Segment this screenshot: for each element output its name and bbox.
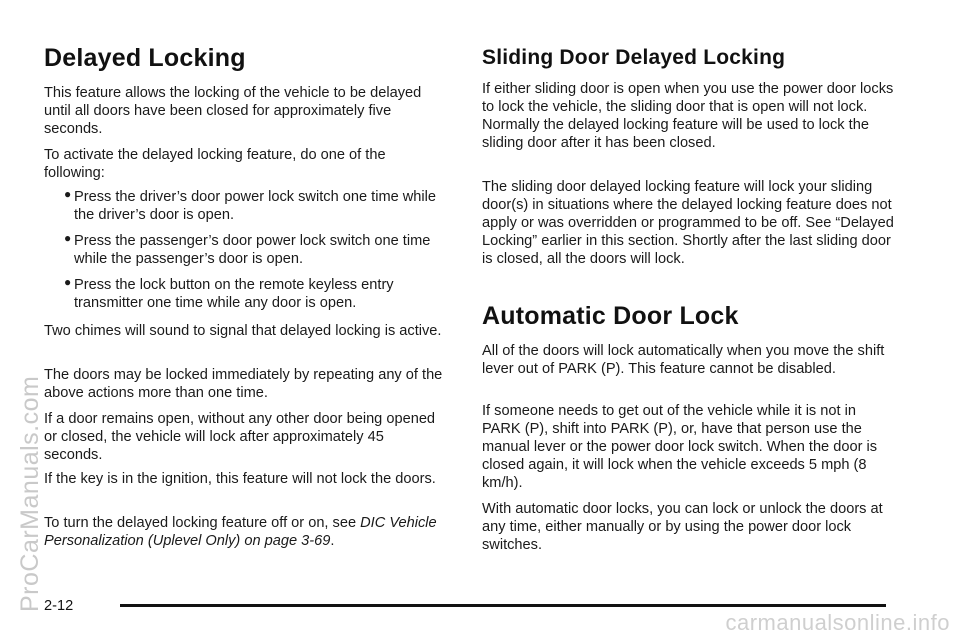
paragraph-intro: This feature allows the locking of the vehicle to be delayed until all doors have been closed for approximately five seconds. — [44, 85, 422, 137]
bullet-icon: ● — [64, 187, 72, 201]
paragraph-sliding-1: If either sliding door is open when you use the power door locks to lock the vehicle, the sliding door that is open will not lock. Normally the delayed locking feature will be used to lock the sliding door after it has been closed. — [482, 81, 894, 151]
paragraph-auto-2: If someone needs to get out of the vehicle while it is not in PARK (P), shift into PARK (P), or, have that person use the manual lever or the power door lock switch. When the door is closed again, it will lock when the vehicle exceeds 5 mph (8 km/h). — [482, 403, 878, 491]
paragraph-chimes: Two chimes will sound to signal that delayed locking is active. — [44, 323, 442, 339]
watermark-text: ProCarManuals.com — [16, 375, 44, 612]
footer-rule — [120, 604, 886, 607]
footer-site-watermark: carmanualsonline.info — [725, 610, 950, 635]
section-title-delayed-locking: Delayed Locking — [44, 44, 246, 72]
reference-suffix: . — [330, 533, 335, 549]
paragraph-auto-1: All of the doors will lock automatically when you move the shift lever out of PARK (P). This feature cannot be disabled. — [482, 343, 885, 377]
list-item-driver-switch — [64, 187, 444, 224]
bullet-icon: ● — [64, 275, 72, 289]
paragraph-activate: To activate the delayed locking feature, do one of the following: — [44, 147, 386, 181]
cross-reference-link[interactable]: DIC Vehicle Personalization (Uplevel Only) on page 3-69 — [44, 515, 437, 549]
bullet-icon: ● — [64, 231, 72, 245]
paragraph-turn-off-on — [44, 514, 444, 550]
paragraph-key-ignition: If the key is in the ignition, this feature will not lock the doors. — [44, 471, 436, 487]
section-title-automatic-lock: Automatic Door Lock — [482, 302, 739, 330]
section-title-sliding-door: Sliding Door Delayed Locking — [482, 46, 786, 69]
paragraph-lock-immediately: The doors may be locked immediately by repeating any of the above actions more than one time. — [44, 367, 443, 401]
paragraph-auto-3: With automatic door locks, you can lock or unlock the doors at any time, either manually or by using the power door lock switches. — [482, 501, 883, 553]
list-item-text: Press the passenger’s door power lock switch one time while the passenger’s door is open. — [74, 233, 431, 267]
list-item-passenger-switch — [64, 231, 444, 268]
list-item-remote-transmitter — [64, 275, 444, 312]
paragraph-door-remains-open: If a door remains open, without any other door being opened or closed, the vehicle will lock after approximately 45 seconds. — [44, 411, 436, 463]
page-number: 2-12 — [44, 598, 74, 614]
list-item-text: Press the driver’s door power lock switch one time while the driver’s door is open. — [74, 189, 437, 223]
reference-prefix: To turn the delayed locking feature off or on, see — [44, 515, 361, 531]
list-item-text: Press the lock button on the remote keyless entry transmitter one time while any door is open. — [74, 277, 394, 311]
paragraph-sliding-2: The sliding door delayed locking feature will lock your sliding door(s) in situations where the delayed locking feature does not apply or was overridden or programmed to be off. See “Delayed Locking” earlier in this section. Shortly after the last sliding door is closed, all the doors will lock. — [482, 179, 894, 267]
